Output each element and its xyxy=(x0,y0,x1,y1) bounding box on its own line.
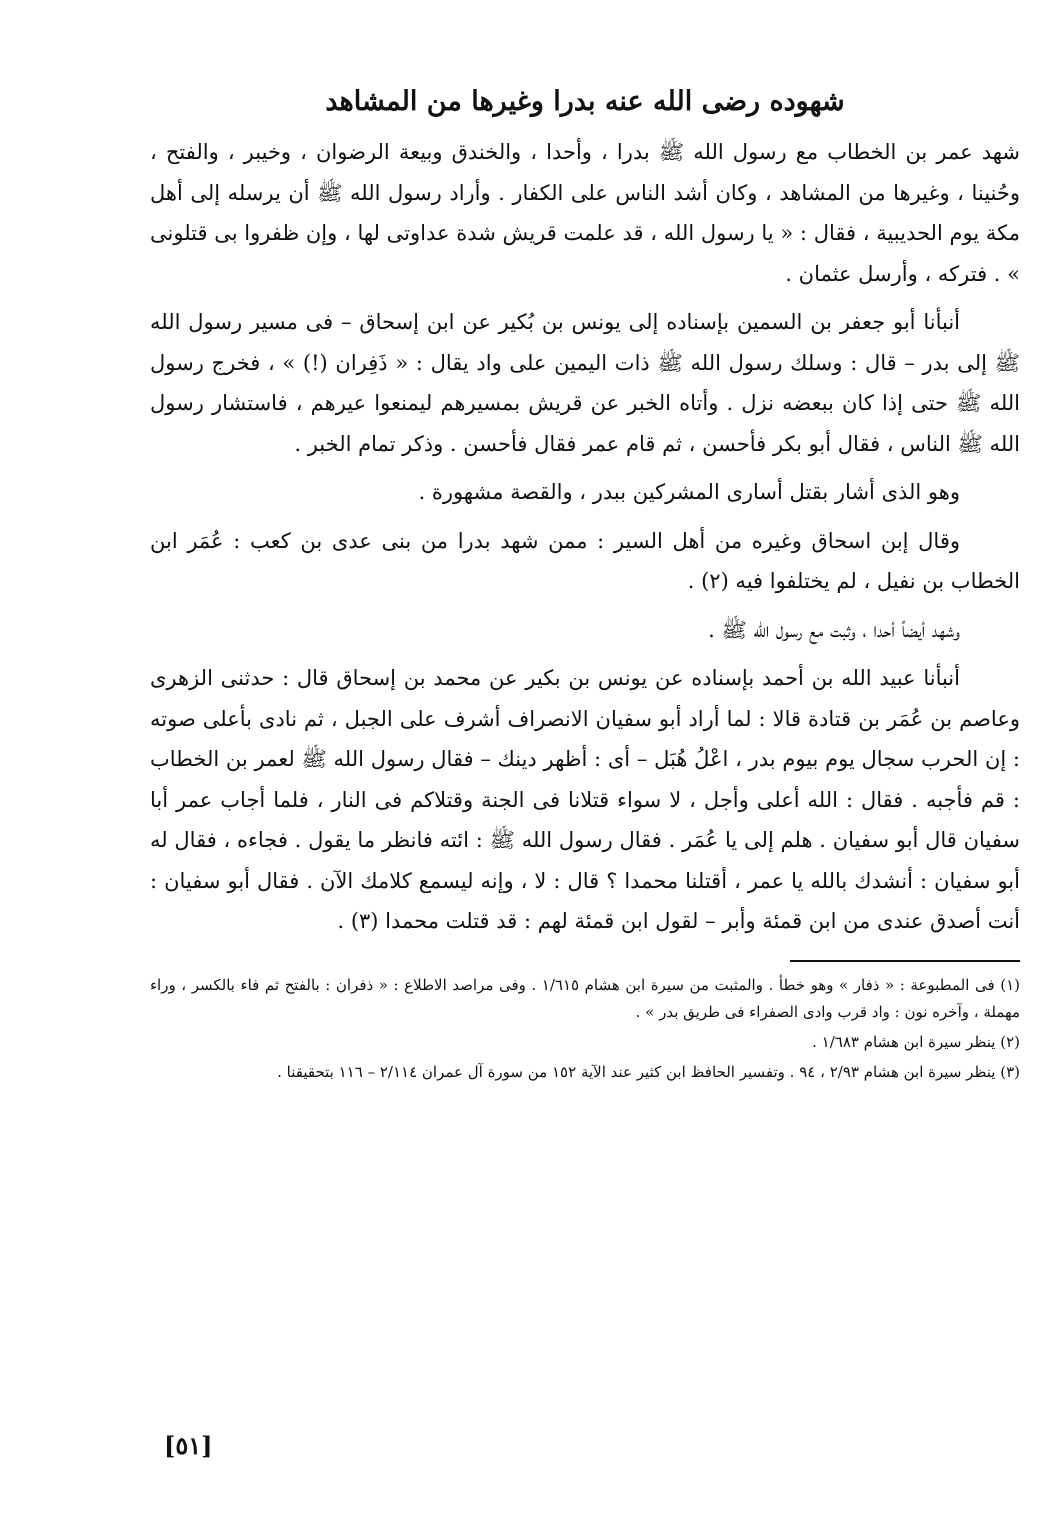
body-text xyxy=(150,132,1020,942)
section-heading: شهوده رضى الله عنه بدرا وغيرها من المشاهد xyxy=(325,86,845,117)
paragraph: شهد عمر بن الخطاب مع رسول الله ﷺ بدرا ، وأحدا ، والخندق وبيعة الرضوان ، وخيبر ، والفتح ، وحُنينا ، وغيرها من المشاهد ، وكان أشد الناس على الكفار . وأراد رسول الله ﷺ أن يرسله إلى أهل مكة يوم الحديبية ، فقال : « يا رسول الله ، قد علمت قريش شدة عداوتى لها ، وإن ظفروا بى قتلونى » . فتركه ، وأرسل عثمان . xyxy=(150,140,1020,286)
paragraph: وهو الذى أشار بقتل أسارى المشركين ببدر ، والقصة مشهورة . xyxy=(418,480,960,504)
paragraph: وشهد أيضاً أحدا ، وثبت مع رسول الله ﷺ . xyxy=(708,617,960,642)
footnote: (٢) ينظر سيرة ابن هشام ١/٦٨٣ . xyxy=(812,1032,1020,1051)
footnote: (٣) ينظر سيرة ابن هشام ٢/٩٣ ، ٩٤ . وتفسير الحافظ ابن كثير عند الآية ١٥٢ من سورة آل عمران ٢/١١٤ – ١١٦ بتحقيقنا . xyxy=(277,1062,1020,1081)
paragraph: أنبأنا عبيد الله بن أحمد بإسناده عن يونس بن بكير عن محمد بن إسحاق قال : حدثنى الزهرى وعاصم بن عُمَر بن قتادة قالا : لما أراد أبو سفيان الانصراف أشرف على الجبل ، ثم نادى بأعلى صوته : إن الحرب سجال يوم بيوم بدر ، اعْلُ هُبَل – أى : أظهر دينك – فقال رسول الله ﷺ لعمر بن الخطاب : قم فأجبه . فقال : الله أعلى وأجل ، لا سواء قتلانا فى الجنة وقتلاكم فى النار ، فلما أجاب عمر أبا سفيان قال أبو سفيان . هلم إلى يا عُمَر . فقال رسول الله ﷺ : ائته فانظر ما يقول . فجاءه ، فقال له أبو سفيان : أنشدك بالله يا عمر ، أقتلنا محمدا ؟ قال : لا ، وإنه ليسمع كلامك الآن . فقال أبو سفيان : أنت أصدق عندى من ابن قمئة وأبر – لقول ابن قمئة لهم : قد قتلت محمدا (٣) . xyxy=(150,666,1021,933)
paragraph: وقال إبن اسحاق وغيره من أهل السير : ممن شهد بدرا من بنى عدى بن كعب : عُمَر ابن الخطاب بن نفيل ، لم يختلفوا فيه (٢) . xyxy=(150,528,1020,593)
document-page xyxy=(150,78,1020,1498)
page-number: [٥١] xyxy=(164,1431,213,1460)
paragraph: أنبأنا أبو جعفر بن السمين بإسناده إلى يونس بن بُكير عن ابن إسحاق – فى مسير رسول الله ﷺ إلى بدر – قال : وسلك رسول الله ﷺ ذات اليمين على واد يقال : « ذَفِران (!) » ، فخرج رسول الله ﷺ حتى إذا كان ببعضه نزل . وأتاه الخبر عن قريش بمسيرهم ليمنعوا عيرهم ، فاستشار رسول الله ﷺ الناس ، فقال أبو بكر فأحسن ، ثم قام عمر فقال فأحسن . وذكر تمام الخبر . xyxy=(150,310,1020,456)
footnote-divider xyxy=(790,960,1020,962)
footnotes xyxy=(150,972,1020,1086)
footnote: (١) فى المطبوعة : « ذفار » وهو خطأ . والمثبت من سيرة ابن هشام ١/٦١٥ . وفى مراصد الاطلاع : « ذفران : بالفتح ثم فاء بالكسر ، وراء مهملة ، وآخره نون : واد قرب وادى الصفراء فى طريق بدر » . xyxy=(150,975,1020,1021)
